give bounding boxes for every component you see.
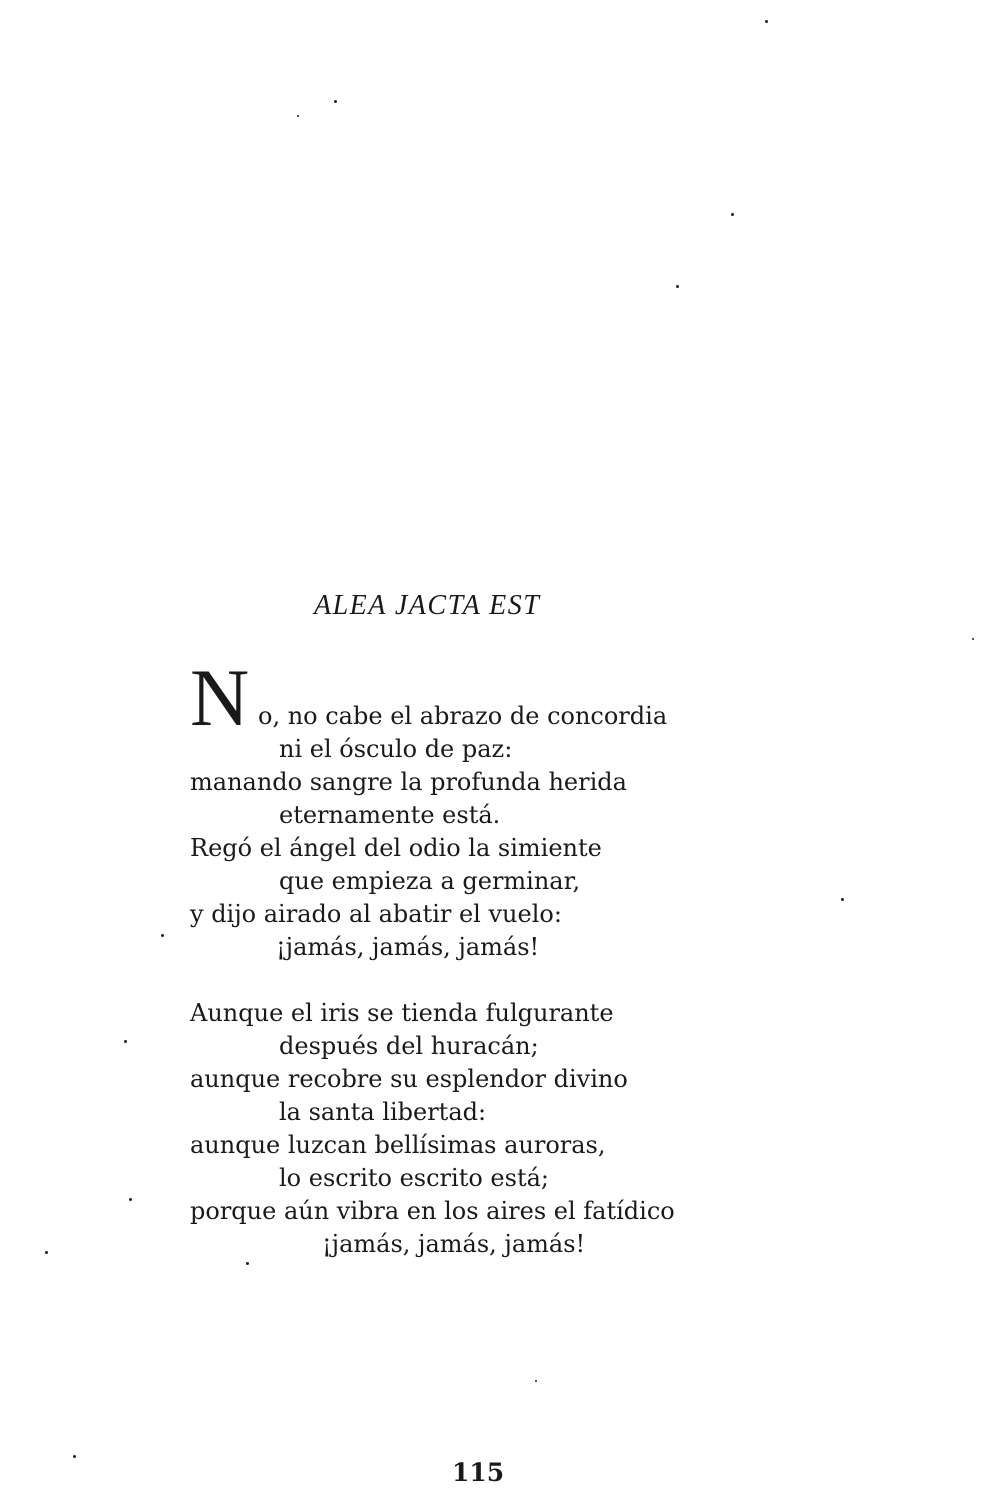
poem-line: Aunque el iris se tienda fulgurante <box>190 999 614 1027</box>
scan-speck <box>129 1198 132 1201</box>
scan-speck <box>676 285 679 288</box>
scan-speck <box>841 898 844 901</box>
scan-speck <box>765 20 768 23</box>
poem-line: ¡jamás, jamás, jamás! <box>276 933 540 961</box>
poem-line: la santa libertad: <box>279 1098 487 1126</box>
scan-speck <box>45 1251 48 1254</box>
poem-line: o, no cabe el abrazo de concordia <box>258 702 668 730</box>
poem-line: ni el ósculo de paz: <box>279 735 513 763</box>
drop-cap: N <box>190 652 250 743</box>
scan-speck <box>535 1380 537 1382</box>
scan-speck <box>73 1455 76 1458</box>
poem-line: después del huracán; <box>279 1032 539 1060</box>
poem-line: que empieza a germinar, <box>279 867 581 895</box>
scan-speck <box>246 1262 249 1265</box>
poem-line: aunque luzcan bellísimas auroras, <box>190 1131 606 1159</box>
poem-line: manando sangre la profunda herida <box>190 768 627 796</box>
poem-line: lo escrito escrito está; <box>279 1164 549 1192</box>
scan-speck <box>731 213 734 216</box>
poem-line: ¡jamás, jamás, jamás! <box>322 1230 586 1258</box>
poem-line: aunque recobre su esplendor divino <box>190 1065 628 1093</box>
poem-line: porque aún vibra en los aires el fatídico <box>190 1197 675 1225</box>
scan-speck <box>161 934 164 937</box>
poem-line: Regó el ángel del odio la simiente <box>190 834 602 862</box>
poem-line: y dijo airado al abatir el vuelo: <box>190 900 562 928</box>
scan-speck <box>334 100 337 103</box>
scan-speck <box>297 115 299 117</box>
page-number: 115 <box>452 1458 505 1487</box>
poem-title: ALEA JACTA EST <box>314 590 541 621</box>
scan-speck <box>972 638 974 640</box>
scan-speck <box>124 1040 127 1043</box>
poem-line: eternamente está. <box>279 801 501 829</box>
